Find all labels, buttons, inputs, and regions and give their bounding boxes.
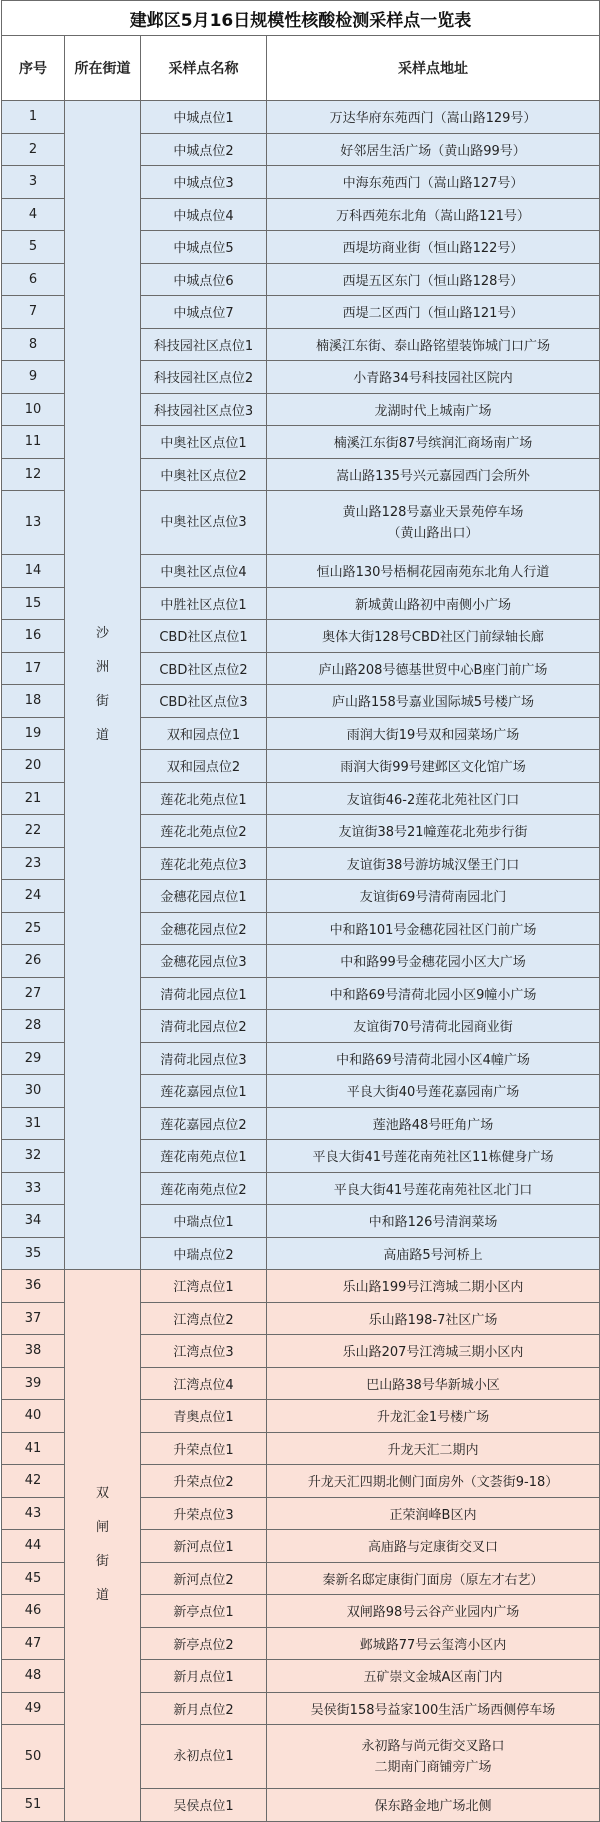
row-index-cell: 36 <box>2 1270 65 1303</box>
address-line: 五矿崇文金城A区南门内 <box>363 1670 503 1686</box>
row-index-cell: 17 <box>2 652 65 685</box>
row-index-cell: 42 <box>2 1465 65 1498</box>
site-name-cell: 科技园社区点位1 <box>141 328 267 361</box>
address-line: 龙湖时代上城南广场 <box>374 403 492 419</box>
site-name-cell: 清荷北园点位2 <box>141 1010 267 1043</box>
row-index-cell: 41 <box>2 1432 65 1465</box>
site-address-cell <box>267 1237 600 1270</box>
address-line: 保东路金地广场北侧 <box>374 1799 492 1815</box>
site-name-cell: 中胜社区点位1 <box>141 587 267 620</box>
row-index-cell: 35 <box>2 1237 65 1270</box>
address-line: 中和路101号金穗花园社区门前广场 <box>329 922 537 938</box>
site-name-cell: 莲花北苑点位3 <box>141 847 267 880</box>
address-line: 西堤坊商业街（恒山路122号） <box>342 241 524 257</box>
row-index-cell: 27 <box>2 977 65 1010</box>
site-name-cell: 莲花嘉园点位1 <box>141 1075 267 1108</box>
address-line: 中和路69号清荷北园小区9幢小广场 <box>329 987 537 1003</box>
row-index-cell: 49 <box>2 1692 65 1725</box>
row-index-cell: 48 <box>2 1660 65 1693</box>
site-name-cell: 永初点位1 <box>141 1725 267 1789</box>
site-address-cell <box>267 1107 600 1140</box>
address-line: 中和路99号金穗花园小区大广场 <box>340 955 526 971</box>
row-index-cell: 14 <box>2 555 65 588</box>
site-address-cell <box>267 426 600 459</box>
site-name-cell: 莲花南苑点位2 <box>141 1172 267 1205</box>
site-name-cell: 金穗花园点位2 <box>141 912 267 945</box>
address-line: 中海东苑西门（嵩山路127号） <box>342 176 524 192</box>
table-row <box>2 101 600 134</box>
address-line: 小青路34号科技园社区院内 <box>353 371 513 387</box>
row-index-cell: 21 <box>2 782 65 815</box>
address-line: 新城黄山路初中南侧小广场 <box>354 597 511 613</box>
site-address-cell <box>267 555 600 588</box>
row-index-cell: 46 <box>2 1595 65 1628</box>
address-line: 邺城路77号云玺湾小区内 <box>359 1637 507 1653</box>
site-name-cell: 江湾点位2 <box>141 1302 267 1335</box>
site-name-cell: 中城点位5 <box>141 231 267 264</box>
site-address-cell <box>267 1010 600 1043</box>
row-index-cell: 51 <box>2 1789 65 1822</box>
site-address-cell <box>267 1335 600 1368</box>
site-name-cell: 升荣点位2 <box>141 1465 267 1498</box>
site-address-cell <box>267 458 600 491</box>
address-line: 恒山路130号梧桐花园南苑东北角人行道 <box>316 565 550 581</box>
site-address-cell <box>267 1432 600 1465</box>
site-address-cell <box>267 1595 600 1628</box>
address-line: 奥体大街128号CBD社区门前绿轴长廊 <box>322 630 544 646</box>
site-name-cell: 新河点位1 <box>141 1530 267 1563</box>
address-line: 二期南门商铺旁广场 <box>374 1759 492 1775</box>
address-line: 平良大街41号莲花南苑社区北门口 <box>333 1182 533 1198</box>
site-address-cell <box>267 685 600 718</box>
row-index-cell: 20 <box>2 750 65 783</box>
site-address-cell <box>267 847 600 880</box>
row-index-cell: 8 <box>2 328 65 361</box>
site-address-cell <box>267 1627 600 1660</box>
row-index-cell: 40 <box>2 1400 65 1433</box>
address-line: 楠溪江东街、泰山路铭望装饰城门口广场 <box>315 338 550 354</box>
street-cell <box>65 101 141 1270</box>
site-name-cell: 江湾点位1 <box>141 1270 267 1303</box>
site-name-cell: 江湾点位4 <box>141 1367 267 1400</box>
site-name-cell: 金穗花园点位1 <box>141 880 267 913</box>
address-line: 万达华府东苑西门（嵩山路129号） <box>329 111 537 127</box>
site-name-cell: 科技园社区点位3 <box>141 393 267 426</box>
address-line: 永初路与尚元街交叉路口 <box>361 1738 505 1754</box>
site-name-cell: 升荣点位3 <box>141 1497 267 1530</box>
site-name-cell: 新月点位2 <box>141 1692 267 1725</box>
address-line: 乐山路207号江湾城三期小区内 <box>342 1345 524 1361</box>
address-line: 友谊街38号21幢莲花北苑步行街 <box>338 825 528 841</box>
site-name-cell: 中城点位6 <box>141 263 267 296</box>
site-name-cell: 中城点位2 <box>141 133 267 166</box>
sampling-sites-table <box>1 0 600 1822</box>
site-address-cell <box>267 491 600 555</box>
address-line: 嵩山路135号兴元嘉园西门会所外 <box>336 468 530 484</box>
site-name-cell: 科技园社区点位2 <box>141 361 267 394</box>
site-name-cell: CBD社区点位1 <box>141 620 267 653</box>
header-index: 序号 <box>2 36 65 101</box>
row-index-cell: 5 <box>2 231 65 264</box>
row-index-cell: 39 <box>2 1367 65 1400</box>
site-name-cell: 中奥社区点位2 <box>141 458 267 491</box>
site-name-cell: 中城点位7 <box>141 296 267 329</box>
row-index-cell: 18 <box>2 685 65 718</box>
address-line: 平良大街40号莲花嘉园南广场 <box>346 1085 520 1101</box>
site-address-cell <box>267 652 600 685</box>
site-name-cell: 金穗花园点位3 <box>141 945 267 978</box>
site-address-cell <box>267 1660 600 1693</box>
site-name-cell: 新亭点位2 <box>141 1627 267 1660</box>
site-address-cell <box>267 361 600 394</box>
site-address-cell <box>267 101 600 134</box>
site-address-cell <box>267 1725 600 1789</box>
site-name-cell: 中瑞点位2 <box>141 1237 267 1270</box>
site-address-cell <box>267 717 600 750</box>
site-address-cell <box>267 977 600 1010</box>
site-name-cell: 江湾点位3 <box>141 1335 267 1368</box>
site-address-cell <box>267 1075 600 1108</box>
site-name-cell: 莲花北苑点位2 <box>141 815 267 848</box>
site-name-cell: 双和园点位1 <box>141 717 267 750</box>
row-index-cell: 43 <box>2 1497 65 1530</box>
site-address-cell <box>267 393 600 426</box>
row-index-cell: 22 <box>2 815 65 848</box>
site-name-cell: 清荷北园点位1 <box>141 977 267 1010</box>
site-address-cell <box>267 198 600 231</box>
header-site-name: 采样点名称 <box>141 36 267 101</box>
street-label: 沙洲街道 <box>95 626 109 743</box>
site-name-cell: 青奥点位1 <box>141 1400 267 1433</box>
site-address-cell <box>267 1042 600 1075</box>
address-line: 友谊街38号游坊城汉堡王门口 <box>346 857 520 873</box>
site-address-cell <box>267 1465 600 1498</box>
address-line: 友谊街70号清荷北园商业街 <box>353 1020 513 1036</box>
header-row <box>2 36 600 101</box>
row-index-cell: 44 <box>2 1530 65 1563</box>
row-index-cell: 7 <box>2 296 65 329</box>
site-name-cell: 新河点位2 <box>141 1562 267 1595</box>
site-address-cell <box>267 1270 600 1303</box>
address-line: 高庙路5号河桥上 <box>383 1247 483 1263</box>
site-name-cell: 中城点位1 <box>141 101 267 134</box>
street-cell <box>65 1270 141 1822</box>
site-address-cell <box>267 620 600 653</box>
site-name-cell: 莲花南苑点位1 <box>141 1140 267 1173</box>
address-line: 黄山路128号嘉业天景苑停车场 <box>342 504 524 520</box>
row-index-cell: 37 <box>2 1302 65 1335</box>
site-name-cell: 新亭点位1 <box>141 1595 267 1628</box>
site-address-cell <box>267 1497 600 1530</box>
row-index-cell: 31 <box>2 1107 65 1140</box>
site-name-cell: CBD社区点位3 <box>141 685 267 718</box>
site-name-cell: 中瑞点位1 <box>141 1205 267 1238</box>
site-address-cell <box>267 231 600 264</box>
row-index-cell: 13 <box>2 491 65 555</box>
address-line: 升龙汇金1号楼广场 <box>376 1410 490 1426</box>
site-address-cell <box>267 133 600 166</box>
address-line: 平良大街41号莲花南苑社区11栋健身广场 <box>312 1150 554 1166</box>
row-index-cell: 28 <box>2 1010 65 1043</box>
address-line: 升龙天汇二期内 <box>387 1442 479 1458</box>
site-name-cell: 中奥社区点位3 <box>141 491 267 555</box>
site-address-cell <box>267 1692 600 1725</box>
row-index-cell: 50 <box>2 1725 65 1789</box>
table-body <box>2 101 600 1822</box>
site-name-cell: 中奥社区点位4 <box>141 555 267 588</box>
site-address-cell <box>267 912 600 945</box>
site-address-cell <box>267 1562 600 1595</box>
site-address-cell <box>267 782 600 815</box>
address-line: 友谊街46-2莲花北苑社区门口 <box>346 792 520 808</box>
table-title: 建邺区5月16日规模性核酸检测采样点一览表 <box>2 1 600 36</box>
address-line: 中和路69号清荷北园小区4幢广场 <box>336 1052 530 1068</box>
row-index-cell: 11 <box>2 426 65 459</box>
row-index-cell: 30 <box>2 1075 65 1108</box>
site-address-cell <box>267 1140 600 1173</box>
address-line: 雨润大街19号双和园菜场广场 <box>346 727 520 743</box>
row-index-cell: 3 <box>2 166 65 199</box>
site-address-cell <box>267 750 600 783</box>
site-name-cell: CBD社区点位2 <box>141 652 267 685</box>
site-address-cell <box>267 587 600 620</box>
site-name-cell: 升荣点位1 <box>141 1432 267 1465</box>
row-index-cell: 33 <box>2 1172 65 1205</box>
row-index-cell: 47 <box>2 1627 65 1660</box>
address-line: 巴山路38号华新城小区 <box>366 1377 500 1393</box>
site-address-cell <box>267 1530 600 1563</box>
row-index-cell: 29 <box>2 1042 65 1075</box>
address-line: 万科西苑东北角（嵩山路121号） <box>336 208 530 224</box>
address-line: 乐山路198-7社区广场 <box>368 1312 498 1328</box>
row-index-cell: 1 <box>2 101 65 134</box>
site-address-cell <box>267 1302 600 1335</box>
site-name-cell: 双和园点位2 <box>141 750 267 783</box>
site-name-cell: 清荷北园点位3 <box>141 1042 267 1075</box>
address-line: 西堤二区西门（恒山路121号） <box>342 306 524 322</box>
site-name-cell: 莲花嘉园点位2 <box>141 1107 267 1140</box>
row-index-cell: 19 <box>2 717 65 750</box>
site-address-cell <box>267 166 600 199</box>
address-line: 好邻居生活广场（黄山路99号） <box>340 143 526 159</box>
site-name-cell: 吴侯点位1 <box>141 1789 267 1822</box>
site-address-cell <box>267 1400 600 1433</box>
address-line: 正荣润峰B区内 <box>389 1507 477 1523</box>
address-line: 友谊街69号清荷南园北门 <box>359 890 507 906</box>
address-line: 升龙天汇四期北侧门面房外（文荟街9-18） <box>307 1475 559 1491</box>
row-index-cell: 12 <box>2 458 65 491</box>
site-address-cell <box>267 296 600 329</box>
row-index-cell: 34 <box>2 1205 65 1238</box>
site-address-cell <box>267 328 600 361</box>
row-index-cell: 16 <box>2 620 65 653</box>
row-index-cell: 32 <box>2 1140 65 1173</box>
address-line: 乐山路199号江湾城二期小区内 <box>342 1280 524 1296</box>
address-line: 双闸路98号云谷产业园内广场 <box>346 1605 520 1621</box>
site-name-cell: 中城点位4 <box>141 198 267 231</box>
site-name-cell: 莲花北苑点位1 <box>141 782 267 815</box>
address-line: 吴侯街158号益家100生活广场西侧停车场 <box>310 1702 556 1718</box>
row-index-cell: 45 <box>2 1562 65 1595</box>
row-index-cell: 10 <box>2 393 65 426</box>
site-name-cell: 中城点位3 <box>141 166 267 199</box>
row-index-cell: 24 <box>2 880 65 913</box>
header-address: 采样点地址 <box>267 36 600 101</box>
site-address-cell <box>267 263 600 296</box>
address-line: 西堤五区东门（恒山路128号） <box>342 273 524 289</box>
site-address-cell <box>267 815 600 848</box>
site-address-cell <box>267 1205 600 1238</box>
row-index-cell: 4 <box>2 198 65 231</box>
row-index-cell: 2 <box>2 133 65 166</box>
row-index-cell: 6 <box>2 263 65 296</box>
row-index-cell: 25 <box>2 912 65 945</box>
site-address-cell <box>267 1789 600 1822</box>
site-address-cell <box>267 880 600 913</box>
row-index-cell: 9 <box>2 361 65 394</box>
row-index-cell: 38 <box>2 1335 65 1368</box>
site-address-cell <box>267 1172 600 1205</box>
address-line: 雨润大街99号建邺区文化馆广场 <box>340 760 526 776</box>
site-name-cell: 新月点位1 <box>141 1660 267 1693</box>
site-address-cell <box>267 945 600 978</box>
header-street: 所在街道 <box>65 36 141 101</box>
address-line: 莲池路48号旺角广场 <box>372 1117 494 1133</box>
site-name-cell: 中奥社区点位1 <box>141 426 267 459</box>
address-line: 庐山路208号德基世贸中心B座门前广场 <box>318 662 548 678</box>
address-line: （黄山路出口） <box>387 525 479 541</box>
address-line: 庐山路158号嘉业国际城5号楼广场 <box>331 695 535 711</box>
address-line: 楠溪江东街87号缤润汇商场南广场 <box>333 436 533 452</box>
address-line: 高庙路与定康街交叉口 <box>367 1540 498 1556</box>
site-address-cell <box>267 1367 600 1400</box>
address-line: 秦新名邸定康街门面房（原左才右艺） <box>322 1572 544 1588</box>
row-index-cell: 23 <box>2 847 65 880</box>
table-row <box>2 1270 600 1303</box>
row-index-cell: 26 <box>2 945 65 978</box>
address-line: 中和路126号清润菜场 <box>368 1215 498 1231</box>
street-label: 双闸街道 <box>95 1486 109 1604</box>
row-index-cell: 15 <box>2 587 65 620</box>
